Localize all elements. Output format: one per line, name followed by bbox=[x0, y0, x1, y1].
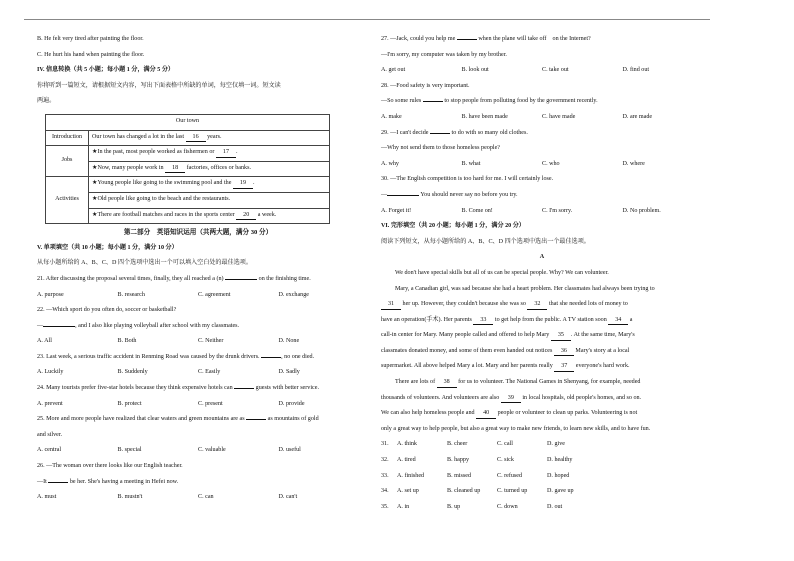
blank-34[interactable]: 34 bbox=[608, 317, 628, 326]
intro-label: Introduction bbox=[46, 130, 89, 146]
passage-p2-line1: Mary, a Canadian girl, was sad because she had a heart problem. Her classmates had always been trying to bbox=[395, 285, 655, 292]
q25-stem-cont: and silver. bbox=[37, 431, 63, 438]
blank-33[interactable]: 33 bbox=[473, 317, 493, 326]
q30-blank[interactable] bbox=[387, 195, 419, 196]
cloze-options-35 bbox=[381, 504, 703, 520]
q29-option-d[interactable]: D. where bbox=[622, 160, 645, 167]
q22-option-b[interactable]: B. Both bbox=[117, 338, 137, 345]
q27-blank[interactable] bbox=[457, 39, 477, 40]
blank-35[interactable]: 35 bbox=[551, 332, 571, 341]
activities-cell-1: ★Young people like going to the swimming pool and the 19 . bbox=[89, 177, 330, 193]
cloze-option[interactable]: B. cheer bbox=[447, 441, 468, 448]
q24-options bbox=[37, 401, 359, 417]
q29-option-b[interactable]: B. what bbox=[461, 160, 481, 167]
blank-39[interactable]: 39 bbox=[501, 395, 521, 404]
q27-option-c[interactable]: C. take out bbox=[542, 67, 569, 74]
q22-option-d[interactable]: D. None bbox=[278, 338, 300, 345]
q26-option-a[interactable]: A. must bbox=[37, 494, 57, 501]
blank-38[interactable]: 38 bbox=[437, 379, 457, 388]
part2-title: 第二部分 英语知识运用（共两大题，满分 30 分） bbox=[123, 229, 273, 237]
q23-option-b[interactable]: B. Suddenly bbox=[117, 369, 148, 376]
blank-17[interactable]: 17 bbox=[216, 149, 236, 158]
cloze-option[interactable]: C. refused bbox=[497, 472, 523, 479]
cloze-option[interactable]: D. hoped bbox=[547, 472, 570, 479]
q25-options bbox=[37, 447, 359, 463]
blank-36[interactable]: 36 bbox=[554, 348, 574, 357]
q22-options bbox=[37, 338, 359, 354]
q26-line2: —It be her. She's having a meeting in Hefei now. bbox=[37, 478, 179, 485]
cloze-num: 34. bbox=[381, 488, 389, 495]
q29-options bbox=[381, 161, 703, 177]
q26-option-c[interactable]: C. can bbox=[198, 494, 214, 501]
cloze-option[interactable]: D. healthy bbox=[547, 457, 573, 464]
q22-option-c[interactable]: C. Neither bbox=[198, 338, 224, 345]
section4-instruction-2: 两遍。 bbox=[37, 98, 56, 105]
cloze-option[interactable]: C. call bbox=[497, 441, 513, 448]
q26-option-b[interactable]: B. mustn't bbox=[117, 494, 143, 501]
jobs-label: Jobs bbox=[46, 146, 89, 177]
activities-cell-2: ★Old people like going to the beach and the restaurants. bbox=[89, 192, 330, 208]
q28-line1: 28. —Food safety is very important. bbox=[381, 82, 470, 89]
passage-p3-line2: thousands of volunteers. And volunteers are also 39 in local hospitals, old people's homes, and so on. bbox=[381, 395, 703, 411]
passage-p2-line3: have an operation(手术). Her parents 33 to get help from the public. A TV station soon 34 a bbox=[381, 317, 703, 333]
section4-instruction-1: 你将听到一篇短文，请根据短文内容，写出下面表格中所缺的单词，每空仅填一词。短文读 bbox=[37, 82, 281, 89]
cloze-option[interactable]: A. tired bbox=[397, 457, 416, 464]
q30-line2: — You should never say no before you try. bbox=[381, 191, 518, 198]
cloze-option[interactable]: C. sick bbox=[497, 457, 514, 464]
cloze-options-32 bbox=[381, 457, 703, 473]
cloze-option[interactable]: D. out bbox=[547, 503, 563, 510]
q28-option-c[interactable]: C. have made bbox=[542, 113, 576, 120]
q21-option-b[interactable]: B. research bbox=[117, 291, 145, 298]
cloze-num: 33. bbox=[381, 472, 389, 479]
passage-p2-line4: call-in center for Mary. Many people called and offered to help Mary 35 . At the same time, Mary's bbox=[381, 332, 703, 348]
q21-option-a[interactable]: A. purpose bbox=[37, 291, 64, 298]
q24-option-b[interactable]: B. protect bbox=[117, 400, 142, 407]
jobs-cell-2: ★Now, many people work in 18 factories, offices or banks. bbox=[89, 161, 330, 177]
intro-cell: Our town has changed a lot in the last 16 years. bbox=[89, 130, 330, 146]
passage-p2-line5: classmates donated money, and some of them even handed out notices 36 Mary's story at a local bbox=[381, 348, 703, 364]
passage-p3-line4: only a great way to help people, but also a great way to make new friends, to learn new skills, and to have fun. bbox=[381, 425, 651, 432]
blank-37[interactable]: 37 bbox=[554, 363, 574, 372]
q30-line1: 30. —The English competition is too hard for me. I will certainly lose. bbox=[381, 176, 554, 183]
q26-line1: 26. —The woman over there looks like our English teacher. bbox=[37, 463, 183, 470]
q25-blank[interactable] bbox=[246, 419, 266, 420]
cloze-num: 31. bbox=[381, 441, 389, 448]
header-rule bbox=[24, 19, 710, 20]
q28-options bbox=[381, 114, 703, 130]
q26-options bbox=[37, 494, 359, 510]
q23-option-c[interactable]: C. Easily bbox=[198, 369, 221, 376]
right-column bbox=[381, 36, 703, 519]
passage-p3-line1: There are lots of 38 for us to volunteer. The National Games in Shenyang, for example, needed bbox=[381, 379, 703, 395]
q29-blank[interactable] bbox=[430, 133, 450, 134]
q25-option-a[interactable]: A. central bbox=[37, 447, 62, 454]
q30-options bbox=[381, 208, 703, 224]
prev-option-b: B. He felt very tired after painting the floor. bbox=[37, 36, 144, 42]
section6-instruction: 阅读下列短文，从每小题所给的 A、B、C、D 四个选项中选出一个最佳选项。 bbox=[381, 238, 590, 245]
q30-option-d[interactable]: D. No problem. bbox=[622, 207, 661, 214]
q24-option-d[interactable]: D. provide bbox=[278, 400, 305, 407]
q22-option-a[interactable]: A. All bbox=[37, 338, 52, 345]
activities-cell-3: ★There are football matches and races in the sports center 20 a week. bbox=[89, 208, 330, 224]
q23-options bbox=[37, 369, 359, 385]
q29-line2: —Why not send them to those homeless people? bbox=[381, 145, 500, 152]
section5-title: V. 单项填空（共 10 小题；每小题 1 分，满分 10 分） bbox=[37, 244, 178, 251]
q24-option-a[interactable]: A. prevent bbox=[37, 400, 63, 407]
q28-option-b[interactable]: B. have been made bbox=[461, 113, 508, 120]
q28-blank[interactable] bbox=[423, 101, 443, 102]
cloze-option[interactable]: A. set up bbox=[397, 488, 419, 495]
q24-blank[interactable] bbox=[234, 388, 254, 389]
q29-option-a[interactable]: A. why bbox=[381, 160, 399, 167]
q27-line2: —I'm sorry, my computer was taken by my brother. bbox=[381, 51, 507, 58]
q23-option-d[interactable]: D. Sadly bbox=[278, 369, 300, 376]
q30-option-b[interactable]: B. Come on! bbox=[461, 207, 493, 214]
q21-blank[interactable] bbox=[225, 279, 257, 280]
cloze-option[interactable]: C. down bbox=[497, 503, 518, 510]
q27-option-a[interactable]: A. get out bbox=[381, 67, 406, 74]
cloze-option[interactable]: B. missed bbox=[447, 472, 472, 479]
cloze-option[interactable]: B. up bbox=[447, 503, 461, 510]
blank-20[interactable]: 20 bbox=[236, 212, 256, 221]
q27-line1: 27. —Jack, could you help me when the plane will take off on the Internet? bbox=[381, 36, 591, 42]
passage-p1: We don't have special skills but all of us can be special people. Why? We can volunteer. bbox=[395, 269, 609, 276]
cloze-option[interactable]: A. in bbox=[397, 503, 410, 510]
q28-option-d[interactable]: D. are made bbox=[622, 113, 653, 120]
q23-option-a[interactable]: A. Luckily bbox=[37, 369, 64, 376]
q23-stem: 23. Last week, a serious traffic accident in Renming Road was caused by the drunk drivers. , no one died. bbox=[37, 353, 315, 360]
q22-line1: 22. —Which sport do you often do, soccer or basketball? bbox=[37, 307, 177, 314]
q25-option-c[interactable]: C. valuable bbox=[198, 447, 226, 454]
cloze-options-31 bbox=[381, 441, 703, 457]
q28-option-a[interactable]: A. make bbox=[381, 113, 402, 120]
q29-option-c[interactable]: C. who bbox=[542, 160, 560, 167]
q29-line1: 29. —I can't decide to do with so many old clothes. bbox=[381, 129, 528, 136]
q24-option-c[interactable]: C. present bbox=[198, 400, 223, 407]
q21-option-c[interactable]: C. agreement bbox=[198, 291, 231, 298]
cloze-option[interactable]: D. give bbox=[547, 441, 565, 448]
q21-option-d[interactable]: D. exchange bbox=[278, 291, 309, 298]
q22-line2: — , and I also like playing volleyball after school with my classmates. bbox=[37, 322, 240, 329]
cloze-num: 35. bbox=[381, 503, 389, 510]
section6-title: VI. 完形填空（共 20 小题；每小题 1 分，满分 20 分） bbox=[381, 223, 525, 230]
passage-p3-line3: We can also help homeless people and 40 people or volunteer to clean up parks. Volunteering is not bbox=[381, 410, 703, 426]
prev-option-c: C. He hurt his hand when painting the floor. bbox=[37, 51, 145, 58]
passage-label: A bbox=[539, 254, 545, 261]
blank-18[interactable]: 18 bbox=[165, 165, 185, 174]
jobs-cell-1: ★In the past, most people worked as fishermen or 17 . bbox=[89, 146, 330, 162]
section4-title: IV. 信息转换（共 5 小题；每小题 1 分，满分 5 分） bbox=[37, 67, 175, 74]
cloze-option[interactable]: A. think bbox=[397, 441, 417, 448]
cloze-option[interactable]: B. happy bbox=[447, 457, 470, 464]
blank-31[interactable]: 31 bbox=[381, 301, 401, 310]
cloze-option[interactable]: B. cleaned up bbox=[447, 488, 481, 495]
q30-option-a[interactable]: A. Forget it! bbox=[381, 207, 412, 214]
left-column bbox=[37, 36, 359, 510]
cloze-num: 32. bbox=[381, 457, 389, 464]
q25-stem: 25. More and more people have realized that clear waters and green mountains are as as mountains of gold bbox=[37, 416, 319, 423]
cloze-option[interactable]: D. gave up bbox=[547, 488, 574, 495]
blank-16[interactable]: 16 bbox=[186, 134, 206, 143]
q21-stem: 21. After discussing the proposal several times, finally, they all reached a (n) on the finishing time. bbox=[37, 275, 311, 282]
cloze-options-34 bbox=[381, 488, 703, 504]
q23-blank[interactable] bbox=[261, 357, 281, 358]
passage-p2-line2: 31 her up. However, they couldn't because she was so 32 that she needed lots of money to bbox=[381, 301, 703, 317]
blank-19[interactable]: 19 bbox=[233, 180, 253, 189]
cloze-option[interactable]: C. turned up bbox=[497, 488, 528, 495]
q27-options bbox=[381, 67, 703, 83]
section5-instruction: 从每小题所给的 A、B、C、D 四个选项中选出一个可以填入空白处的最佳选项。 bbox=[37, 260, 252, 267]
activities-label: Activities bbox=[46, 177, 89, 224]
q27-option-d[interactable]: D. find out bbox=[622, 67, 650, 74]
q26-blank[interactable] bbox=[48, 482, 68, 483]
blank-32[interactable]: 32 bbox=[527, 301, 547, 310]
cloze-options-33 bbox=[381, 473, 703, 489]
blank-40[interactable]: 40 bbox=[476, 410, 496, 419]
q21-options bbox=[37, 292, 359, 308]
q25-option-d[interactable]: D. useful bbox=[278, 447, 301, 454]
info-table bbox=[45, 114, 330, 224]
passage-p2-line6: supermarket. All above helped Mary a lot. Mary and her parents really 37 everyone's hard work. bbox=[381, 363, 703, 379]
q30-option-c[interactable]: C. I'm sorry. bbox=[542, 207, 573, 214]
cloze-option[interactable]: A. finished bbox=[397, 472, 425, 479]
q28-line2: —So some rules to stop people from polluting food by the government recently. bbox=[381, 98, 598, 105]
q27-option-b[interactable]: B. look out bbox=[461, 67, 489, 74]
q22-blank[interactable] bbox=[43, 326, 75, 327]
q26-option-d[interactable]: D. can't bbox=[278, 494, 298, 501]
q24-stem: 24. Many tourists prefer five-star hotels because they think expensive hotels can guests with better service. bbox=[37, 385, 319, 392]
q25-option-b[interactable]: B. special bbox=[117, 447, 142, 454]
table-title: Our town bbox=[46, 114, 330, 130]
